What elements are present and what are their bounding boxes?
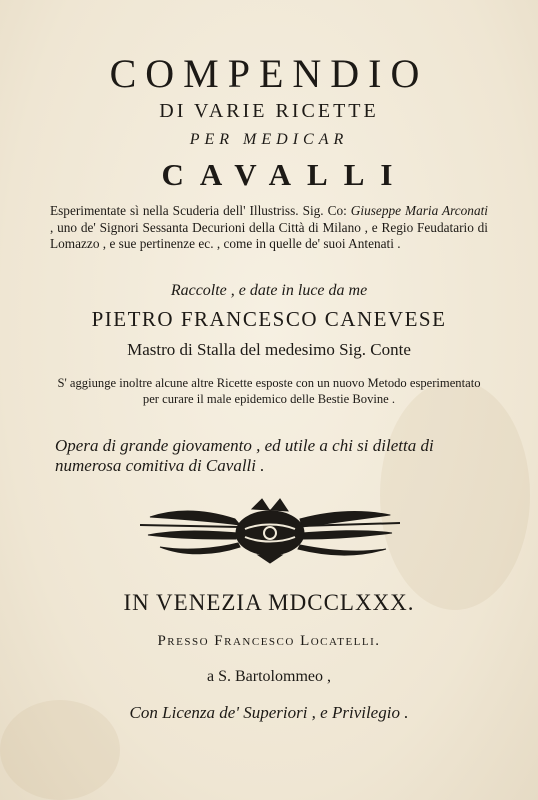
praise-paragraph: Opera di grande giovamento , ed utile a chi si diletta di numerosa comitiva di Cavalli . [55, 436, 434, 475]
author-name: PIETRO FRANCESCO CANEVESE [91, 307, 447, 331]
patron-name: Giuseppe Maria Arconati [350, 203, 488, 218]
subject-line: CAVALLI [161, 157, 409, 192]
per-line: PER MEDICAR [189, 131, 349, 148]
description-lead: Esperimentate sì nella Scuderia dell' Illustriss. Sig. Co: [50, 203, 347, 218]
paper-stain [380, 380, 530, 610]
book-title: COMPENDIO [109, 51, 429, 96]
description-paragraph [50, 203, 488, 253]
woodcut-ornament [140, 495, 400, 565]
description-rest: , uno de' Signori Sessanta Decurioni della Città di Milano , e Regio Feudatario di Lomazzo , e sue pertinenze ec. , come in quelle de' suoi Antenati . [50, 219, 488, 251]
imprint-location: a S. Bartolommeo , [207, 668, 331, 685]
author-title: Mastro di Stalla del medesimo Sig. Conte [127, 340, 411, 359]
imprint-place-year: IN VENEZIA MDCCLXXX. [123, 590, 415, 615]
collected-line: Raccolte , e date in luce da me [170, 282, 368, 299]
addition-paragraph: S' aggiunge inoltre alcune altre Ricette esposte con un nuovo Metodo esperimentato per curare il male epidemico delle Bestie Bovine . [57, 376, 481, 406]
imprint-license: Con Licenza de' Superiori , e Privilegio . [129, 703, 409, 722]
book-subtitle: DI VARIE RICETTE [159, 100, 379, 122]
imprint-printer: Presso Francesco Locatelli. [157, 633, 381, 649]
